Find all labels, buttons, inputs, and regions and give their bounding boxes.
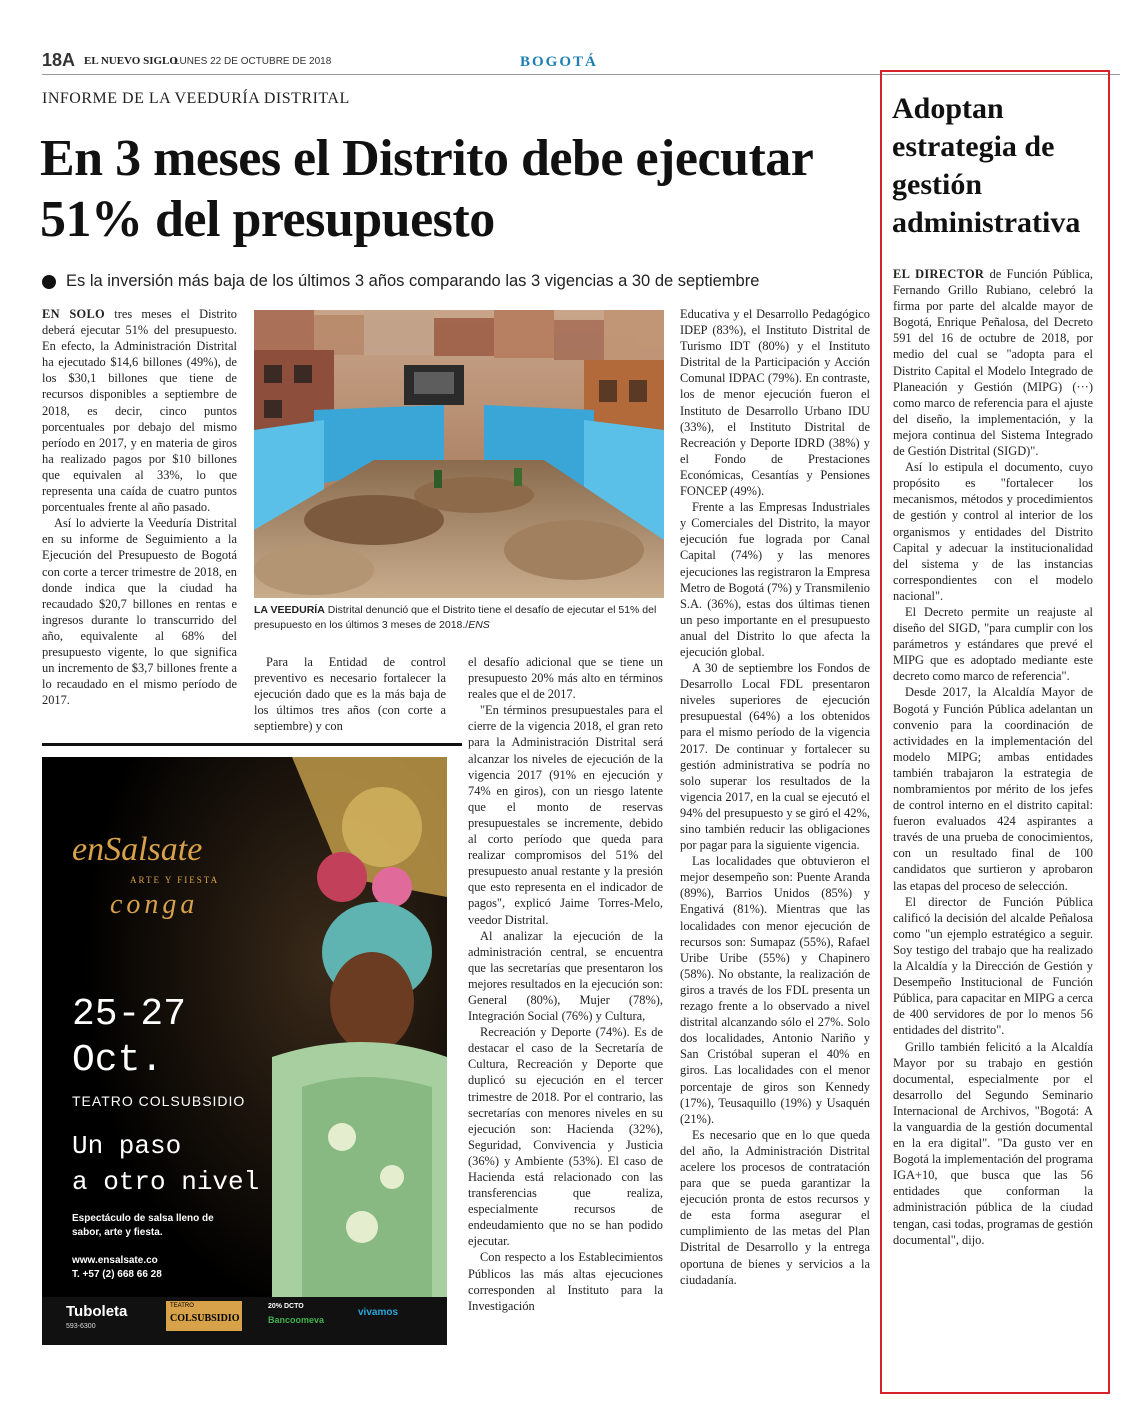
article-column-1 bbox=[42, 306, 237, 708]
article-headline: En 3 meses el Distrito debe ejecutar 51% del presupuesto bbox=[40, 130, 813, 248]
advertisement bbox=[42, 757, 447, 1345]
paragraph-text: tres meses el Distrito deberá ejecutar 51% del presupuesto. En efecto, la Administración Distrital ha ejecutado $14,6 billones (49%), de los $30,1 billones que tiene de recursos disponibles a septiembre de 2018, es decir, cinco puntos porcentuales por debajo del mismo período en 2017, y en materia de giros ha realizado pagos por $10 billones que equivalen al 33%, lo que representa una caída de cuatro puntos porcentuales frente al año pasado. bbox=[42, 307, 237, 515]
paragraph: Recreación y Deporte (74%). Es de destacar el caso de la Secretaría de Cultura, Recreación y Deporte que duplicó su ejecución en el tercer trimestre de 2018. Por el contrario, las secretarías con menores niveles en su ejecución son: Hacienda (32%), Seguridad, Convivencia y Justicia (36%) y Ambiente (53%). El caso de Hacienda está relacionado con las transferencias que realiza, especialmente recursos de endeudamiento que no se han podido ejecutar. bbox=[468, 1025, 663, 1249]
ad-sponsor-colsubsidio: COLSUBSIDIO bbox=[170, 1313, 240, 1324]
newspaper-name: EL NUEVO SIGLO bbox=[84, 55, 178, 67]
paragraph bbox=[893, 266, 1093, 459]
ad-separator bbox=[42, 743, 462, 746]
section-name: BOGOTÁ bbox=[520, 54, 598, 70]
caption-lead: LA VEEDURÍA bbox=[254, 604, 325, 616]
paragraph: Al analizar la ejecución de la administración central, se encuentra que las secretarías que presentaron los mejores resultados en la ejecución son: General (80%), Mujer (78%), Integración Social (76%) y Cultura, bbox=[468, 928, 663, 1024]
paragraph: "En términos presupuestales para el cierre de la vigencia 2018, el gran reto para la Administración Distrital será alcanzar los niveles de ejecución de la vigencia 2017 (91% en ejecución y 74% en giros), con un riesgo latente que el monto de reservas presupuestales se incremente, debido al corto período que queda para realizar compromisos del 51% del presupuesto anual restante y la presión que esto representa en el indicador de pagos", explicó Jaime Torres-Melo, veedor Distrital. bbox=[468, 703, 663, 927]
ad-website: www.ensalsate.co bbox=[72, 1255, 158, 1266]
ad-slogan-line1: Un paso bbox=[72, 1131, 182, 1161]
ad-sponsor-bancoomeva: Bancoomeva bbox=[268, 1315, 325, 1325]
ad-desc-line1: Espectáculo de salsa lleno de bbox=[72, 1213, 214, 1224]
article-column-4 bbox=[680, 306, 870, 1288]
lead-caps: EN SOLO bbox=[42, 307, 105, 321]
paragraph: El director de Función Pública calificó la decisión del alcalde Peñalosa como "un ejemplo estratégico a seguir. Soy testigo del trabajo que ha realizado la Alcaldía y la Dirección de Gestión y Desempeño Institucional de Función Pública, para capacitar en MIPG a cerca de 400 servidores de por lo menos 56 entidades del distrito". bbox=[893, 894, 1093, 1038]
paragraph: Con respecto a los Establecimientos Públicos las más altas ejecuciones corresponden al Instituto para la Investigación bbox=[468, 1250, 663, 1313]
paragraph: Desde 2017, la Alcaldía Mayor de Bogotá y Función Pública adelantan un convenio para la coordinación de actividades en la implementación del modelo MIPG; ambas entidades también trabajaron la estrategia de nombramientos por mérito de los jefes de control interno en el distrito capital: fueron evaluados 424 aspirantes a través de una prueba de conocimientos, con un resultado final de 100 candidatos que surtieron y aprobaron las etapas del proceso de selección. bbox=[893, 685, 1093, 893]
paragraph: Las localidades que obtuvieron el mejor desempeño son: Puente Aranda (89%), Barrios Unidos (85%) y Engativá (81%). Mientras que las localidades con menor ejecución de recursos son: Sumapaz (55%), Rafael Uribe Uribe (55%) y Chapinero (58%). No obstante, la realización de giros a través de los FDL presenta un rezago frente a lo observado a nivel distrital alcanzando sólo el 27%. Solo dos localidades, Antonio Nariño y San Cristóbal superan el 40% en giros. Las localidades con el menor porcentaje de giros son Kennedy (17%), Teusaquillo (19%) y Usaquén (21%). bbox=[680, 854, 870, 1126]
sidebar-title: Adoptan estrategia de gestión administrativa bbox=[892, 92, 1081, 239]
ad-month: Oct. bbox=[72, 1039, 164, 1082]
ad-sponsor-discount: 20% DCTO bbox=[268, 1303, 304, 1310]
paragraph: Educativa y el Desarrollo Pedagógico IDEP (83%), el Instituto Distrital de Turismo IDT (80%) y el Instituto Distrital de la Participación y Acción Comunal IDPAC (79%). En contraste, los de menor ejecución fueron el Instituto de Desarrollo Urbano IDU (33%), el Instituto Distrital de Recreación y Deporte IDRD (38%) y el Fondo de Prestaciones Económicas, Cesantías y Pensiones FONCEP (49%). bbox=[680, 307, 870, 499]
ad-dates: 25-27 bbox=[72, 993, 187, 1036]
ad-sponsor-tuboleta: Tuboleta bbox=[66, 1303, 128, 1320]
paragraph: Es necesario que en lo que queda del año, la Administración Distrital acelere los procesos de contratación para que se pueda garantizar la ejecución pronta de estos recursos y de esta forma asegurar el cumplimiento de las metas del Plan Distrital de Desarrollo y la entrega oportuna de bienes y servicios a la ciudadanía. bbox=[680, 1127, 870, 1287]
paragraph-text: de Función Pública, Fernando Grillo Rubiano, celebró la firma por parte del alcalde mayor de Bogotá, Enrique Peñalosa, del Decreto 591 del 16 de octubre de 2018, por medio del cual se "adopta para el Distrito Capital el Modelo Integrado de Planeación y Gestión (MIPG) (···) como marco de referencia para el ajuste del diseño, la implementación, y la mejora continua del Sistema Integrado de Gestión Distrital (SIGD)". bbox=[893, 267, 1093, 459]
ad-venue: TEATRO COLSUBSIDIO bbox=[72, 1093, 246, 1109]
subheadline-text: Es la inversión más baja de los últimos 3 años comparando las 3 vigencias a 30 de septiembre bbox=[66, 272, 760, 290]
paragraph: el desafío adicional que se tiene un presupuesto 20% más alto en términos reales que el de 2017. bbox=[468, 655, 663, 702]
ad-show-name: conga bbox=[110, 889, 199, 920]
paragraph: El Decreto permite un reajuste al diseño del SIGD, "para cumplir con los parámetros y estándares que prevé el MIPG que es adoptado mediante este decreto como marco de referencia". bbox=[893, 604, 1093, 684]
article-column-2 bbox=[254, 654, 446, 734]
issue-date: LUNES 22 DE OCTUBRE DE 2018 bbox=[174, 56, 332, 67]
paragraph: Frente a las Empresas Industriales y Comerciales del Distrito, la mayor ejecución fue lograda por Canal Capital (74%) y las menores ejecuciones las registraron la Empresa Metro de Bogotá (7%) y Transmilenio S.A. (36%), estas dos últimas tienen un peso importante en el presupuesto anual del Distrito lo que afecta la ejecución global. bbox=[680, 500, 870, 659]
bullet-icon bbox=[42, 275, 56, 289]
paragraph bbox=[42, 306, 237, 515]
ad-phone: T. +57 (2) 668 66 28 bbox=[72, 1269, 162, 1280]
ad-desc-line2: sabor, arte y fiesta. bbox=[72, 1227, 163, 1238]
page-number: 18A bbox=[42, 50, 76, 70]
article-column-3 bbox=[468, 654, 663, 1314]
photo-credit: ENS bbox=[468, 619, 490, 631]
ad-slogan-line2: a otro nivel bbox=[72, 1167, 260, 1197]
paragraph: Grillo también felicitó a la Alcaldía Mayor por su trabajo en gestión documental, especialmente por el desarrollo del Segundo Seminario Internacional de Archivos, "Bogotá: A la vanguardia de la gestión documental en la era digital". "Da gusto ver en Bogotá la implementación del programa IGA+10, que busca que las 56 entidades que conforman la administración pública de la ciudad tengan, casi todas, programas de gestión documental", dijo. bbox=[893, 1039, 1093, 1247]
ad-tagline: ARTE Y FIESTA bbox=[130, 875, 220, 885]
article-kicker: INFORME DE LA VEEDURÍA DISTRITAL bbox=[42, 90, 350, 107]
sidebar-column bbox=[893, 266, 1093, 1248]
paragraph: A 30 de septiembre los Fondos de Desarrollo Local FDL presentaron niveles superiores de ejecución presupuestal (64%) a los obtenidos para el mismo período de la vigencia 2017. De continuar y fortalecer su gestión administrativa se podría no solo superar los resultados de la vigencia 2017, en la cual se ejecutó el 94% del presupuesto y se giró el 42%, sino también reducir las obligaciones por pagar para la siguiente vigencia. bbox=[680, 661, 870, 853]
paragraph: Así lo advierte la Veeduría Distrital en su informe de Seguimiento a la Ejecución del Presupuesto de Bogotá con corte a tercer trimestre de 2018, en donde indica que la ciudad ha recaudado $20,7 billones en rentas e ingresos durante lo transcurrido del año, equivalente al 68% del presupuesto vigente, lo que significa un incremento de $3,7 billones frente a lo recaudado en el mismo período de 2017. bbox=[42, 516, 237, 708]
ad-sponsor-tuboleta-phone: 593-6300 bbox=[66, 1323, 96, 1330]
street-works-photo bbox=[254, 310, 664, 598]
lead-caps: EL DIRECTOR bbox=[893, 267, 985, 281]
ad-sponsor-vivamos: vivamos bbox=[358, 1307, 399, 1318]
article-photo bbox=[254, 310, 664, 598]
article-subheadline bbox=[42, 272, 759, 291]
ad-brand: enSalsate bbox=[72, 831, 203, 868]
caption-text: Distrital denunció que el Distrito tiene el desafío de ejecutar el 51% del presupuesto en los últimos 3 meses de 2018./ bbox=[254, 604, 657, 631]
ad-sponsor-colsubsidio-top: TEATRO bbox=[170, 1303, 194, 1309]
paragraph: Así lo estipula el documento, cuyo propósito es "fortalecer los mecanismos, métodos y procedimientos de gestión y control al interior de los organismos y entidades del Distrito Capital y adecuar la institucionalidad del sistema y de las instancias correspondientes con el modelo nacional". bbox=[893, 460, 1093, 603]
paragraph: Para la Entidad de control preventivo es necesario fortalecer la ejecución dado que es la más baja de los últimos tres años (con corte a septiembre) y con bbox=[254, 655, 446, 734]
photo-caption bbox=[254, 603, 666, 633]
